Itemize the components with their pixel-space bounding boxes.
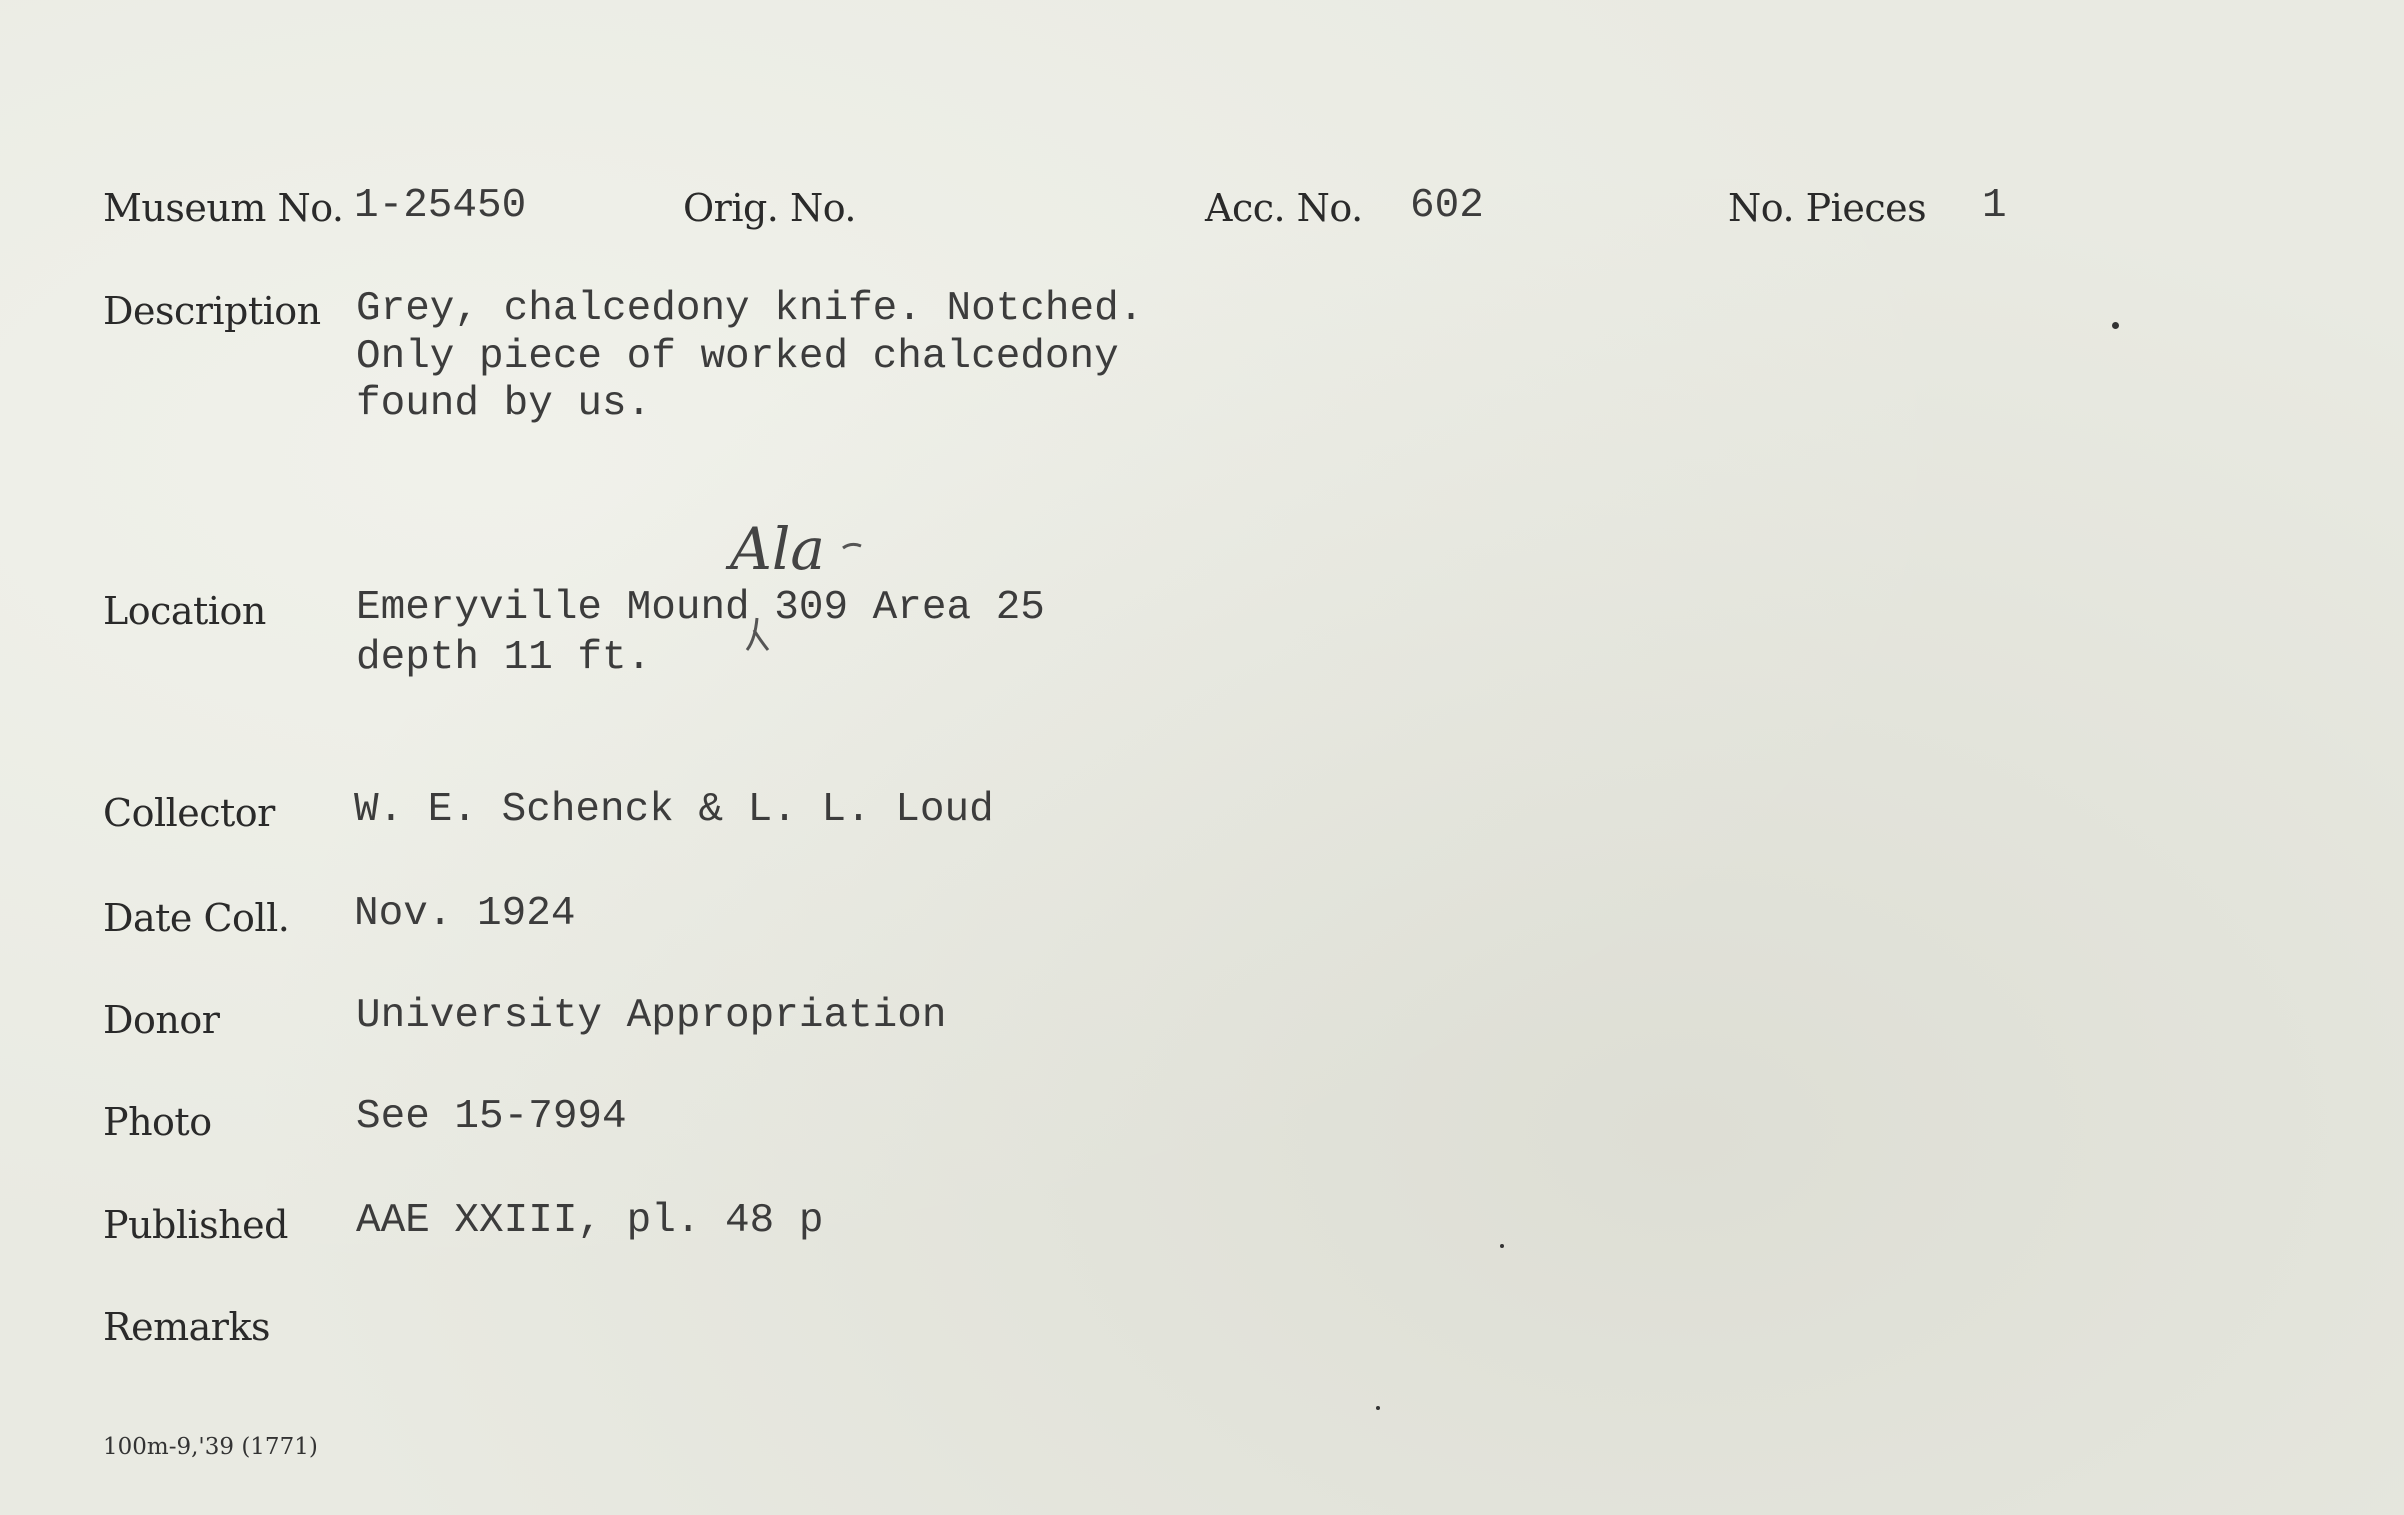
collector-label: Collector xyxy=(103,791,275,835)
museum-no-label: Museum No. xyxy=(103,186,344,230)
orig-no-label: Orig. No. xyxy=(683,186,856,230)
location-line-1: Emeryville Mound 309 Area 25 xyxy=(356,585,1045,631)
description-line-2: Only piece of worked chalcedony xyxy=(356,334,1119,380)
date-coll-label: Date Coll. xyxy=(103,896,290,940)
description-label: Description xyxy=(103,289,321,333)
photo-label: Photo xyxy=(103,1100,212,1144)
date-coll-value: Nov. 1924 xyxy=(354,891,576,937)
collector-value: W. E. Schenck & L. L. Loud xyxy=(354,787,994,833)
insertion-caret-mark xyxy=(740,530,880,670)
remarks-label: Remarks xyxy=(103,1305,270,1349)
acc-no-label: Acc. No. xyxy=(1205,186,1363,230)
published-label: Published xyxy=(103,1203,288,1247)
no-pieces-label: No. Pieces xyxy=(1728,186,1927,230)
location-label: Location xyxy=(103,589,266,633)
ink-speck xyxy=(1376,1406,1380,1410)
description-line-3: found by us. xyxy=(356,381,652,427)
published-value: AAE XXIII, pl. 48 p xyxy=(356,1198,824,1244)
donor-label: Donor xyxy=(103,998,220,1042)
form-code: 100m-9,'39 (1771) xyxy=(103,1434,318,1460)
location-line-2: depth 11 ft. xyxy=(356,635,652,681)
photo-value: See 15-7994 xyxy=(356,1094,627,1140)
no-pieces-value: 1 xyxy=(1982,183,2007,229)
description-line-1: Grey, chalcedony knife. Notched. xyxy=(356,286,1144,332)
donor-value: University Appropriation xyxy=(356,993,947,1039)
ink-speck xyxy=(1500,1244,1504,1248)
location-handwritten-insert: Ala xyxy=(730,515,826,583)
museum-no-value: 1-25450 xyxy=(354,183,527,229)
acc-no-value: 602 xyxy=(1410,183,1484,229)
ink-speck xyxy=(2112,322,2119,329)
